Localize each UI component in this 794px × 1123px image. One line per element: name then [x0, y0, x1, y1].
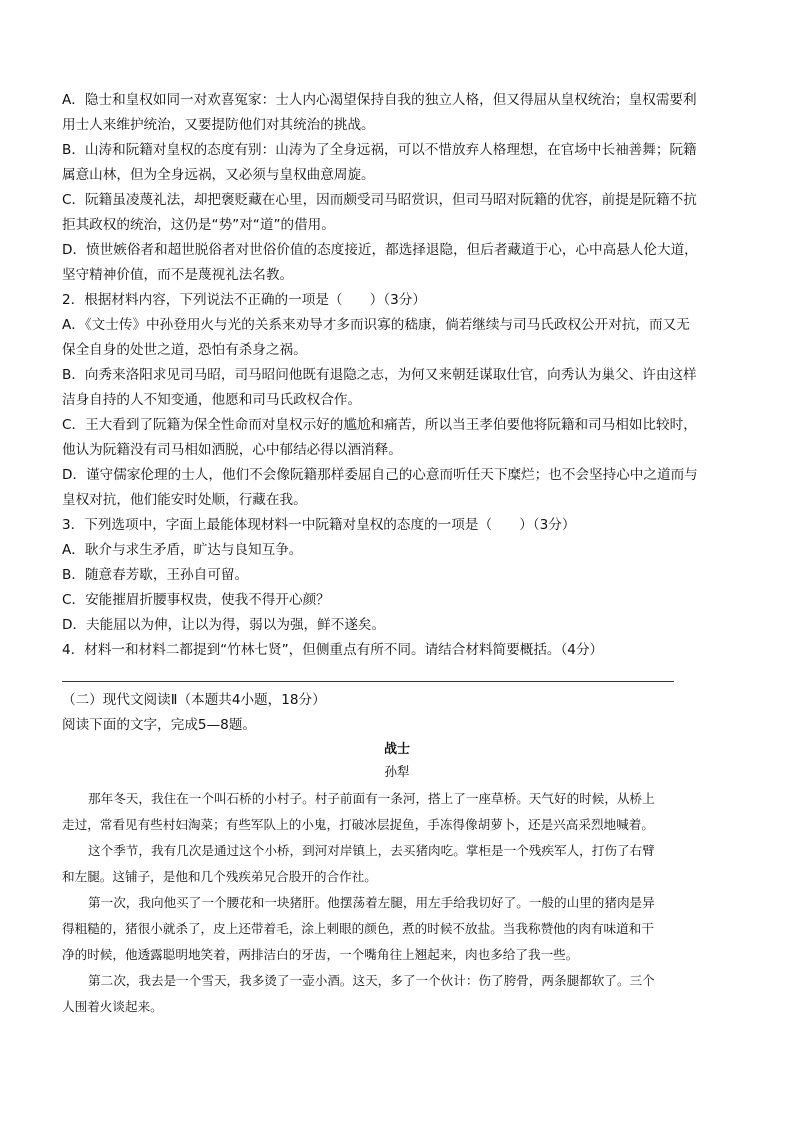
question-line: D．夫能屈以为伸，让以为得，弱以为强，鲜不遂矣。: [62, 617, 386, 633]
section-instruction: 阅读下面的文字，完成5—8题。: [62, 717, 257, 733]
question-stem: 2．根据材料内容，下列说法不正确的一项是（ ）（3分）: [62, 292, 426, 308]
question-line: 保全自身的处世之道，恐怕有杀身之祸。: [62, 342, 307, 358]
section-heading: （二）现代文阅读Ⅱ（本题共4小题，18分）: [62, 692, 326, 708]
story-line: 那年冬天，我住在一个叫石桥的小村子。村子前面有一条河，搭上了一座草桥。天气好的时候，从桥上: [88, 791, 655, 806]
question-line: B．随意春芳歇，王孙自可留。: [62, 567, 249, 583]
question-line: A．隐士和皇权如同一对欢喜冤家：士人内心渴望保持自我的独立人格，但又得屈从皇权统治；皇权需要利: [62, 92, 697, 108]
story-line: 净的时候，他透露聪明地笑着，两排洁白的牙齿，一个嘴角往上翘起来，肉也多给了我一些。: [62, 947, 579, 962]
question-line: 他认为阮籍没有司马相如洒脱，心中郁结必得以酒消释。: [62, 442, 402, 458]
question-line: 用士人来维护统治，又要提防他们对其统治的挑战。: [62, 117, 375, 133]
question-options-block: [62, 88, 734, 663]
question-line: C．王大看到了阮籍为保全性命而对皇权示好的尴尬和痛苦，所以当王孝伯要他将阮籍和司马相如比较时，: [62, 417, 697, 433]
story-body: [62, 786, 734, 1020]
section-header: [62, 688, 734, 738]
section-divider: [62, 681, 674, 682]
question-line: B．山涛和阮籍对皇权的态度有别：山涛为了全身远祸，可以不惜放弃人格理想，在官场中长袖善舞；阮籍: [62, 142, 697, 158]
question-stem: 4．材料一和材料二都提到“竹林七贤”，但侧重点有所不同。请结合材料简要概括。（4分）: [62, 642, 604, 658]
story-line: 这个季节，我有几次是通过这个小桥，到河对岸镇上，去买猪肉吃。掌柜是一个残疾军人，打伤了右臂: [88, 843, 655, 858]
question-line: 洁身自持的人不知变通，他愿和司马氏政权合作。: [62, 392, 362, 408]
story-author: 孙犁: [384, 764, 410, 779]
story-line: 第二次，我去是一个雪天，我多烫了一壶小酒。这天，多了一个伙计：伤了胯骨，两条腿都软了。三个: [88, 973, 655, 988]
story-line: 第一次，我向他买了一个腰花和一块猪肝。他摆荡着左腿，用左手给我切好了。一般的山里的猪肉是异: [88, 895, 655, 910]
question-line: A．耿介与求生矛盾，旷达与良知互争。: [62, 542, 303, 558]
story-line: 走过，常看见有些村妇淘菜；有些军队上的小鬼，打破冰层捉鱼，手冻得像胡萝卜，还是兴高采烈地喊着。: [62, 817, 654, 832]
question-line: 坚守精神价值，而不是蔑视礼法名教。: [62, 267, 294, 283]
question-line: C．安能摧眉折腰事权贵，使我不得开心颜？: [62, 592, 330, 608]
question-line: 皇权对抗，他们能安时处顺，行藏在我。: [62, 492, 307, 508]
question-line: B．向秀来洛阳求见司马昭，司马昭问他既有退隐之志，为何又来朝廷谋取仕官，向秀认为巢父、许由这样: [62, 367, 697, 383]
question-line: D．谨守儒家伦理的士人，他们不会像阮籍那样委屈自己的心意而听任天下糜烂；也不会坚持心中之道而与: [62, 467, 698, 483]
story-title: 战士: [383, 742, 410, 757]
question-stem: 3．下列选项中，字面上最能体现材料一中阮籍对皇权的态度的一项是（ ）（3分）: [62, 517, 576, 533]
question-line: D．愤世嫉俗者和超世脱俗者对世俗价值的态度接近，都选择退隐，但后者藏道于心，心中高悬人伦大道，: [62, 242, 698, 258]
question-line: 拒其政权的统治，这仍是“势”对“道”的借用。: [62, 217, 335, 233]
question-line: C．阮籍虽凌蔑礼法，却把褒贬藏在心里，因而颇受司马昭赏识，但司马昭对阮籍的优容，前提是阮籍不抗: [62, 192, 697, 208]
story-line: 人围着火谈起来。: [62, 999, 163, 1014]
story-line: 和左腿。这铺子，是他和几个残疾弟兄合股开的合作社。: [62, 869, 377, 884]
story-line: 得粗糙的，猪很小就杀了，皮上还带着毛，涂上刺眼的颜色，煮的时候不放盐。当我称赞他的肉有味道和干: [62, 921, 654, 936]
question-line: 属意山林，但为全身远祸，又必须与皇权曲意周旋。: [62, 167, 375, 183]
question-line: A．《文士传》中孙登用火与光的关系来劝导才多而识寡的嵇康，倘若继续与司马氏政权公开对抗，而又无: [62, 317, 690, 333]
